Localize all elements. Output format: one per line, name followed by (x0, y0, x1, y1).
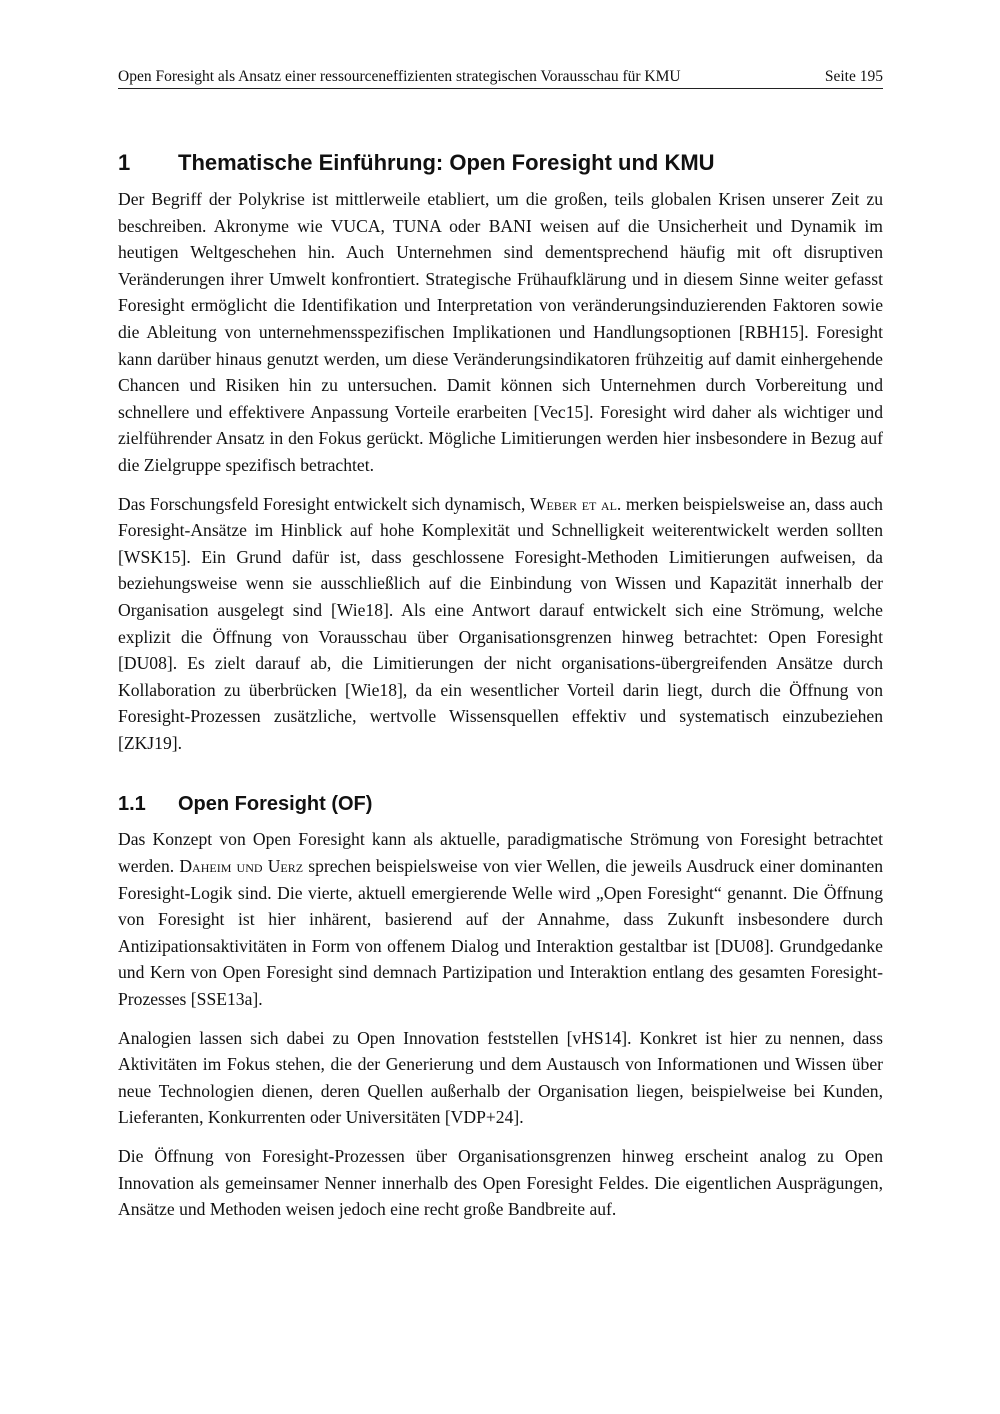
section-title: Thematische Einführung: Open Foresight und KMU (178, 150, 715, 175)
paragraph (118, 826, 883, 1012)
paragraph: Der Begriff der Polykrise ist mittlerweile etabliert, um die großen, teils globalen Krisen unserer Zeit zu beschreiben. Akronyme wie VUCA, TUNA oder BANI weisen auf die Unsicherheit und Dynamik im heutigen Weltgeschehen hin. Auch Unternehmen sind dementsprechend häufig mit oft disruptiven Veränderungen ihrer Umwelt konfrontiert. Strategische Frühaufklärung und in diesem Sinne weiter gefasst Foresight ermöglicht die Identifikation und Interpretation von veränderungsinduzierenden Faktoren sowie die Ableitung von unternehmensspezifischen Implikationen und Handlungsoptionen [RBH15]. Foresight kann darüber hinaus genutzt werden, um diese Veränderungsindikatoren frühzeitig auf damit einhergehende Chancen und Risiken hin zu untersuchen. Damit können sich Unternehmen durch Vorbereitung und schnellere und effektivere Anpassung Vorteile erarbeiten [Vec15]. Foresight wird daher als wichtiger und zielführender Ansatz in den Fokus gerückt. Mögliche Limitierungen werden hier insbesondere in Bezug auf die Zielgruppe spezifisch betrachtet. (118, 189, 883, 475)
paragraph: Die Öffnung von Foresight-Prozessen über Organisationsgrenzen hinweg erscheint analog zu Open Innovation als gemeinsamer Nenner innerhalb des Open Foresight Feldes. Die eigentlichen Ausprägungen, Ansätze und Methoden weisen jedoch eine recht große Bandbreite auf. (118, 1146, 883, 1220)
author-name: Daheim (179, 856, 232, 877)
section-title: Open Foresight (OF) (178, 793, 373, 816)
paragraph (118, 491, 883, 757)
author-connector: und (231, 856, 268, 877)
section-heading-1 (118, 148, 883, 178)
running-header (118, 66, 883, 89)
author-name: Weber et al. (529, 493, 622, 514)
author-name: Uerz (267, 856, 304, 877)
section-heading-1-1 (118, 790, 883, 818)
running-header-title: Open Foresight als Ansatz einer ressourceneffizienten strategischen Vorausschau für KMU (118, 68, 681, 85)
main-content (118, 148, 883, 1235)
page-number: Seite 195 (824, 68, 883, 85)
section-spacer (118, 768, 883, 790)
paragraph-text: merken beispielsweise an, dass auch Foresight-Ansätze im Hinblick auf hohe Komplexität und Schnelligkeit weiterentwickelt werden sollten [WSK15]. Ein Grund dafür ist, dass geschlossene Foresight-Methoden Limitierungen aufweisen, da beziehungsweise wenn sie ausschließlich auf die Einbindung von Wissen und Kapazität innerhalb der Organisation ausgelegt sind [Wie18]. Als eine Antwort darauf entwickelt sich eine Strömung, welche explizit die Öffnung von Vorausschau über Organisationsgrenzen hinweg betrachtet: Open Foresight [DU08]. Es zielt darauf ab, die Limitierungen der nicht organisations-übergreifenden Ansätze durch Kollaboration zu überbrücken [Wie18], da ein wesentlicher Vorteil darin liegt, durch die Öffnung von Foresight-Prozessen zusätzliche, wertvolle Wissensquellen effektiv und systematisch einzubeziehen [ZKJ19]. (118, 493, 883, 753)
paragraph: Analogien lassen sich dabei zu Open Innovation feststellen [vHS14]. Konkret ist hier zu nennen, dass Aktivitäten im Fokus stehen, die der Generierung und dem Austausch von Informationen und Wissen über neue Technologien dienen, deren Quellen außerhalb der Organisation liegen, beispielweise bei Kunden, Lieferanten, Konkurrenten oder Universitäten [VDP+24]. (118, 1027, 883, 1128)
section-number: 1.1 (118, 793, 146, 816)
paragraph-text: Das Forschungsfeld Foresight entwickelt sich dynamisch, (118, 493, 530, 514)
paragraph-text: sprechen beispielsweise von vier Wellen, die jeweils Ausdruck einer dominanten Foresight-Logik sind. Die vierte, aktuell emergierende Welle wird „Open Foresight“ genannt. Die Öffnung von Foresight ist hier inhärent, basierend auf der Annahme, dass Zukunft insbesondere durch Antizipationsaktivitäten in Form von offenem Dialog und Interaktion gestaltbar ist [DU08]. Grundgedanke und Kern von Open Foresight sind demnach Partizipation und Interaktion entlang des gesamten Foresight-Prozesses [SSE13a]. (118, 856, 883, 1010)
paragraph-text: Das Konzept von Open Foresight kann als aktuelle, paradigmatische Strömung von Foresight betrachtet werden. (118, 829, 883, 877)
section-number: 1 (118, 150, 131, 175)
